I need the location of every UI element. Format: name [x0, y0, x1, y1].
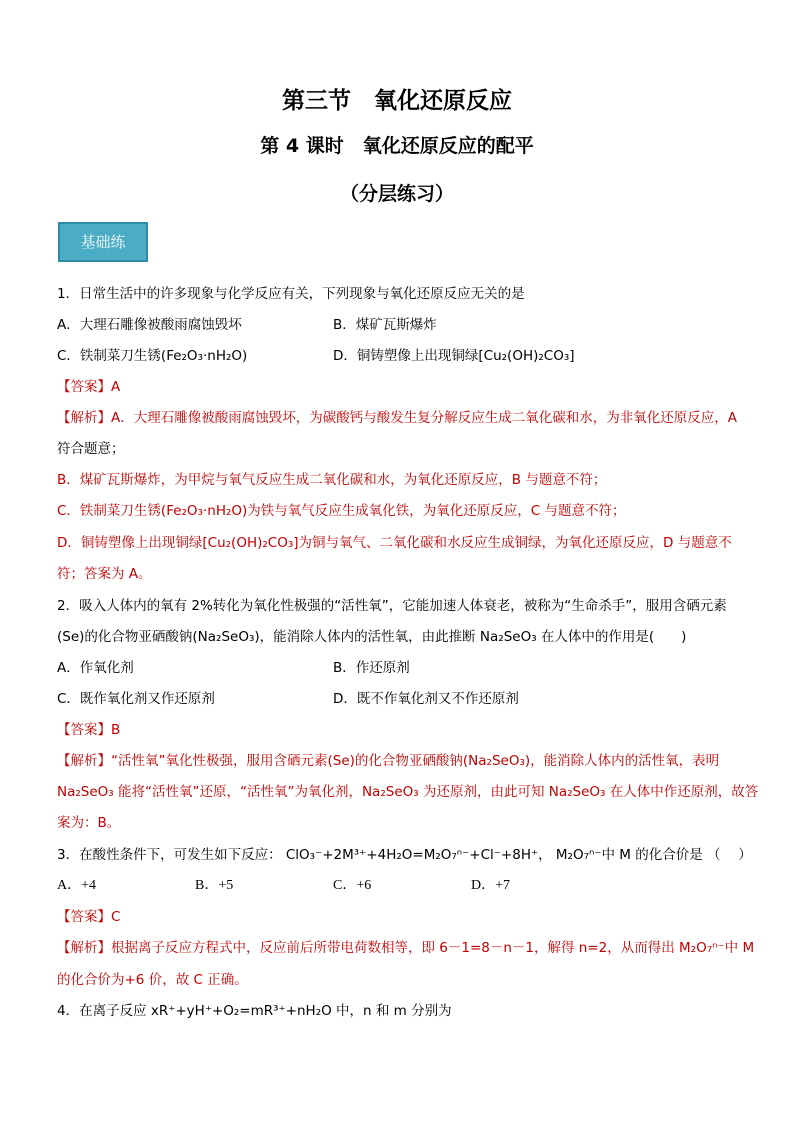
q3-option-a: A．+4: [57, 878, 97, 893]
practice-subtitle: （分层练习）: [339, 183, 454, 205]
q4-stem: 4．在离子反应 xR⁺+yH⁺+O₂=mR³⁺+nH₂O 中，n 和 m 分别为: [57, 1003, 452, 1019]
q3-explanation-line2: 的化合价为+6 价，故 C 正确。: [57, 972, 248, 988]
q3-stem: 3．在酸性条件下，可发生如下反应： ClO₃⁻+2M³⁺+4H₂O=M₂O₇ⁿ⁻+Cl⁻+8H⁺， M₂O₇ⁿ⁻中 M 的化合价是 （ ）: [57, 847, 752, 863]
q1-option-a: A．大理石雕像被酸雨腐蚀毁坏: [57, 317, 242, 333]
q2-explanation-line1: 【解析】“活性氧”氧化性极强，服用含硒元素(Se)的化合物亚硒酸钠(Na₂SeO₃)，能消除人体内的活性氧，表明: [57, 753, 720, 769]
q3-option-c: C．+6: [333, 878, 372, 893]
q2-option-b: B．作还原剂: [333, 660, 410, 676]
q2-answer: 【答案】B: [57, 722, 121, 738]
lesson-subtitle: 第 4 课时 氧化还原反应的配平: [260, 135, 534, 157]
q1-answer: 【答案】A: [57, 379, 121, 395]
q2-stem-line2: (Se)的化合物亚硒酸钠(Na₂SeO₃)，能消除人体内的活性氧，由此推断 Na₂SeO₃ 在人体中的作用是( ): [57, 629, 687, 645]
q2-option-a: A．作氧化剂: [57, 660, 134, 676]
q1-explanation-d2: 符；答案为 A。: [57, 566, 152, 582]
q3-explanation-line1: 【解析】根据离子反应方程式中，反应前后所带电荷数相等，即 6－1=8－n－1，解得 n=2，从而得出 M₂O₇ⁿ⁻中 M: [57, 940, 755, 956]
q2-explanation-line2: Na₂SeO₃ 能将“活性氧”还原，“活性氧”为氧化剂，Na₂SeO₃ 为还原剂，由此可知 Na₂SeO₃ 在人体中作还原剂，故答: [57, 784, 759, 800]
q3-answer: 【答案】C: [57, 909, 121, 925]
q2-stem-line1: 2．吸入人体内的氧有 2%转化为氧化性极强的“活性氧”，它能加速人体衰老，被称为“生命杀手”，服用含硒元素: [57, 598, 727, 614]
q1-explanation-d1: D．铜铸塑像上出现铜绿[Cu₂(OH)₂CO₃]为铜与氧气、二氧化碳和水反应生成铜绿，为氧化还原反应，D 与题意不: [57, 535, 732, 551]
q1-option-c: C．铁制菜刀生锈(Fe₂O₃·nH₂O): [57, 348, 248, 364]
q2-option-d: D．既不作氧化剂又不作还原剂: [333, 691, 519, 707]
q3-option-b: B．+5: [195, 878, 234, 893]
q1-explanation-line2: 符合题意；: [57, 441, 125, 457]
page-title: 第三节 氧化还原反应: [282, 88, 512, 114]
q1-explanation-b: B．煤矿瓦斯爆炸，为甲烷与氧气反应生成二氧化碳和水，为氧化还原反应，B 与题意不符；: [57, 472, 607, 488]
q1-stem: 1．日常生活中的许多现象与化学反应有关，下列现象与氧化还原反应无关的是: [57, 286, 525, 302]
q1-option-b: B．煤矿瓦斯爆炸: [333, 317, 437, 333]
q2-explanation-line3: 案为：B。: [57, 815, 121, 831]
q1-explanation-c: C．铁制菜刀生锈(Fe₂O₃·nH₂O)为铁与氧气反应生成氧化铁，为氧化还原反应，C 与题意不符；: [57, 503, 626, 519]
q1-option-d: D．铜铸塑像上出现铜绿[Cu₂(OH)₂CO₃]: [333, 348, 575, 364]
q1-explanation-line1: 【解析】A．大理石雕像被酸雨腐蚀毁坏，为碳酸钙与酸发生复分解反应生成二氧化碳和水，为非氧化还原反应，A: [57, 410, 737, 426]
section-badge: 基础练: [58, 222, 148, 262]
q2-option-c: C．既作氧化剂又作还原剂: [57, 691, 215, 707]
q3-option-d: D．+7: [471, 878, 511, 893]
